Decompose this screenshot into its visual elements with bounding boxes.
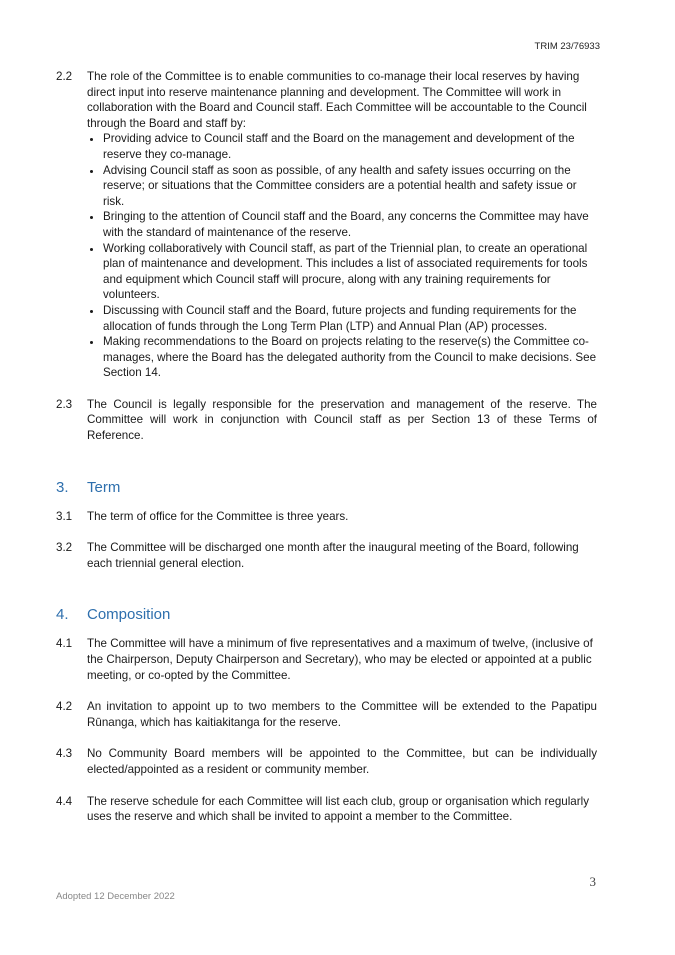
section-heading-composition xyxy=(56,605,597,625)
clause-number: 2.3 xyxy=(56,397,73,411)
clause-4-4 xyxy=(56,794,597,825)
section-title: Composition xyxy=(87,606,171,624)
list-item: • Making recommendations to the Board on projects relating to the reserve(s) the Committee co-manages, where the Board has the delegated authority from the Council to make decisions. See Section 14. xyxy=(103,334,597,381)
list-item: • Working collaboratively with Council staff, as part of the Triennial plan, to create an operational plan of maintenance and development. This includes a list of associated requirements for tools and equipment which Council staff will procure, along with any training requirements for volunteers. xyxy=(103,241,597,303)
clause-4-1 xyxy=(56,636,597,683)
clause-2-2 xyxy=(56,69,597,381)
clause-4-3 xyxy=(56,746,597,777)
adopted-date: Adopted 12 December 2022 xyxy=(56,891,175,902)
clause-number: 2.2 xyxy=(56,70,73,83)
list-item: • Bringing to the attention of Council staff and the Board, any concerns the Committee may have with the standard of maintenance of the reserve. xyxy=(103,209,597,240)
list-item: • Advising Council staff as soon as possible, of any health and safety issues occurring on the reserve; or situations that the Committee considers are a potential health and safety issue or risk. xyxy=(103,163,597,210)
clause-text: The reserve schedule for each Committee will list each club, group or organisation which regularly uses the reserve and which shall be invited to appoint a member to the Committee. xyxy=(87,794,589,824)
clause-text: The Council is legally responsible for the preservation and management of the reserve. The Committee will work in conjunction with Council staff as per Section 13 of these Terms of Reference. xyxy=(87,397,597,443)
document-body xyxy=(56,69,597,825)
clause-2-3 xyxy=(56,397,597,444)
trim-reference: TRIM 23/76933 xyxy=(534,41,600,52)
clause-text: No Community Board members will be appointed to the Committee, but can be individually elected/appointed as a resident or community member. xyxy=(87,747,597,776)
clause-number: 4.1 xyxy=(56,637,73,651)
clause-number: 4.4 xyxy=(56,794,73,808)
clause-text: The Committee will have a minimum of five representatives and a maximum of twelve, (inclusive of the Chairperson, Deputy Chairperson and Secretary), who may be elected or appointed at a public meeting, or co-opted by the Committee. xyxy=(87,637,593,682)
clause-text: An invitation to appoint up to two members to the Committee will be extended to the Papatipu Rūnanga, which has kaitiakitanga for the reserve. xyxy=(87,700,597,729)
section-heading-term xyxy=(56,478,597,498)
section-number: 3. xyxy=(56,478,69,496)
clause-number: 3.1 xyxy=(56,509,73,523)
clause-text: The term of office for the Committee is three years. xyxy=(87,509,349,523)
section-number: 4. xyxy=(56,606,69,624)
clause-number: 3.2 xyxy=(56,541,73,555)
clause-3-2 xyxy=(56,540,597,571)
clause-number: 4.3 xyxy=(56,747,73,761)
clause-text: The role of the Committee is to enable communities to co-manage their local reserves by having direct input into reserve maintenance planning and development. The Committee will work in collaboration with the Board and Council staff. Each Committee will be accountable to the Council through the Board and staff by: xyxy=(87,70,587,130)
list-item: • Providing advice to Council staff and the Board on the management and development of the reserve they co-manage. xyxy=(103,131,597,162)
list-item: • Discussing with Council staff and the Board, future projects and funding requirements for the allocation of funds through the Long Term Plan (LTP) and Annual Plan (AP) processes. xyxy=(103,303,597,334)
clause-text: The Committee will be discharged one month after the inaugural meeting of the Board, following each triennial general election. xyxy=(87,541,579,570)
section-title: Term xyxy=(87,478,121,496)
page-number: 3 xyxy=(589,874,596,889)
responsibility-list xyxy=(87,131,597,381)
clause-4-2 xyxy=(56,699,597,730)
clause-3-1 xyxy=(56,509,597,525)
clause-number: 4.2 xyxy=(56,700,73,714)
